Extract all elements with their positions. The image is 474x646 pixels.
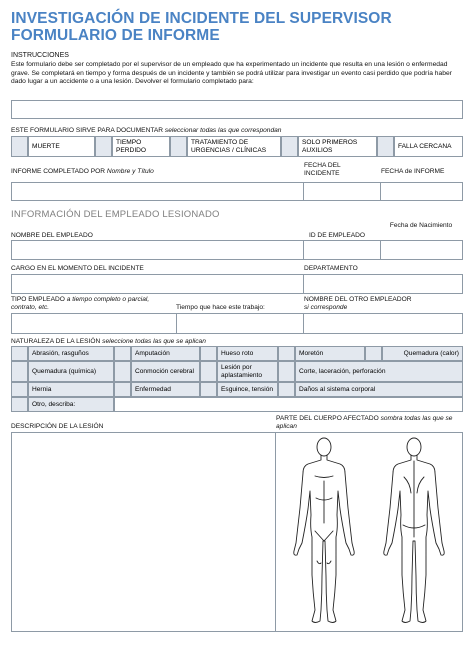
- injury-checkbox[interactable]: [278, 361, 295, 382]
- injury-checkbox[interactable]: [278, 382, 295, 397]
- injury-option: Amputación: [131, 346, 200, 361]
- injury-option: Lesión por aplastamiento: [217, 361, 278, 382]
- body-front-figure: [294, 438, 354, 623]
- time-in-job-label: Tiempo que hace este trabajo:: [176, 304, 265, 311]
- injury-option: Quemadura (química): [28, 361, 114, 382]
- injury-checkbox[interactable]: [11, 361, 28, 382]
- body-back-figure: [384, 438, 444, 623]
- injury-description-field[interactable]: [11, 432, 276, 632]
- injury-checkbox[interactable]: [114, 361, 131, 382]
- injury-nature-label: NATURALEZA DE LA LESIÓN seleccione todas las que se aplican: [11, 338, 206, 345]
- injury-option: Esguince, tensión: [217, 382, 278, 397]
- document-label-text: ESTE FORMULARIO SIRVE PARA DOCUMENTAR: [11, 127, 164, 134]
- injury-checkbox[interactable]: [11, 397, 28, 412]
- injury-checkbox[interactable]: [200, 382, 217, 397]
- instructions-text: Este formulario debe ser completado por el supervisor de un empleado que ha experimentado un incidente que resulta en una lesión o enfermedad grave. Se completará en tiempo y forma después de un incidente y también se podrá utilizar para investigar un evento casi perdido que podría haber dado lugar a un accidente o a una lesión. Devolver el formulario completado para:: [11, 61, 452, 86]
- option-checkbox-death[interactable]: [11, 136, 28, 157]
- incident-date-field[interactable]: [303, 183, 379, 200]
- employee-section-heading: INFORMACIÓN DEL EMPLEADO LESIONADO: [11, 209, 220, 220]
- option-lost-time: TIEMPO PERDIDO: [112, 136, 170, 157]
- document-options-row: [11, 136, 463, 157]
- report-date-field[interactable]: [380, 183, 462, 200]
- title-line-2: FORMULARIO DE INFORME: [11, 27, 220, 44]
- employee-name-field[interactable]: [12, 241, 302, 259]
- head-front: [317, 438, 331, 456]
- title-line-1: INVESTIGACIÓN DE INCIDENTE DEL SUPERVISOR: [11, 10, 392, 27]
- report-date-label: FECHA de INFORME: [381, 168, 445, 175]
- injury-checkbox[interactable]: [114, 382, 131, 397]
- body-part-label: PARTE DEL CUERPO AFECTADO sombra todas las que se aplican: [276, 415, 453, 430]
- other-employer-label: NOMBRE DEL OTRO EMPLEADOR si corresponde: [304, 296, 412, 311]
- option-checkbox-emergency[interactable]: [170, 136, 187, 157]
- injury-checkbox[interactable]: [114, 346, 131, 361]
- injury-option: Hueso roto: [217, 346, 278, 361]
- instructions-block: [11, 52, 463, 87]
- injury-checkbox[interactable]: [200, 346, 217, 361]
- injury-checkbox[interactable]: [200, 361, 217, 382]
- position-label: CARGO EN EL MOMENTO DEL INCIDENTE: [11, 265, 144, 272]
- employee-type-field[interactable]: [12, 314, 175, 333]
- injury-description-label: DESCRIPCIÓN DE LA LESIÓN: [11, 423, 104, 430]
- injury-option-other: Otro, describa:: [28, 397, 114, 412]
- department-field[interactable]: [303, 275, 462, 293]
- injury-other-field[interactable]: [114, 397, 463, 412]
- option-checkbox-lost-time[interactable]: [95, 136, 112, 157]
- head-back: [407, 438, 421, 456]
- employee-type-label: TIPO EMPLEADO a tiempo completo o parcial, contrato, etc.: [11, 296, 150, 311]
- injury-option: Corte, laceración, perforación: [295, 361, 463, 382]
- other-employer-field[interactable]: [303, 314, 462, 333]
- injury-option: Conmoción cerebral: [131, 361, 200, 382]
- injury-option: Abrasión, rasguños: [28, 346, 114, 361]
- injury-option: Hernia: [28, 382, 114, 397]
- injury-option: Moretón: [295, 346, 365, 361]
- employee-id-label: ID DE EMPLEADO: [309, 232, 366, 239]
- injury-checkbox[interactable]: [11, 346, 28, 361]
- option-checkbox-first-aid[interactable]: [281, 136, 298, 157]
- instructions-heading: INSTRUCCIONES: [11, 52, 69, 59]
- option-death: MUERTE: [28, 136, 95, 157]
- department-label: DEPARTAMENTO: [304, 265, 358, 272]
- injury-option: Quemadura (calor): [382, 346, 463, 361]
- time-in-job-field[interactable]: [176, 314, 302, 333]
- employee-id-field[interactable]: [303, 241, 379, 259]
- injury-checkbox[interactable]: [365, 346, 382, 361]
- birth-date-field[interactable]: [380, 241, 462, 259]
- injury-checkbox[interactable]: [11, 382, 28, 397]
- option-first-aid: SOLO PRIMEROS AUXILIOS: [298, 136, 377, 157]
- document-hint: seleccionar todas las que correspondan: [164, 127, 282, 134]
- body-diagram-box: [275, 432, 463, 632]
- birth-date-label: Fecha de Nacimiento: [389, 222, 453, 229]
- return-to-field[interactable]: [11, 100, 463, 119]
- injury-nature-grid: [11, 346, 463, 416]
- page-title: [11, 10, 463, 44]
- employee-name-label: NOMBRE DEL EMPLEADO: [11, 232, 93, 239]
- completed-by-label: INFORME COMPLETADO POR Nombre y Título: [11, 168, 154, 175]
- position-field[interactable]: [12, 275, 302, 293]
- option-checkbox-near-miss[interactable]: [377, 136, 394, 157]
- document-label: [11, 127, 463, 135]
- option-near-miss: FALLA CERCANA: [394, 136, 463, 157]
- body-diagram[interactable]: [276, 433, 462, 631]
- incident-date-label: FECHA DEL INCIDENTE: [304, 162, 341, 177]
- option-emergency: TRATAMIENTO DE URGENCIAS / CLÍNICAS: [187, 136, 281, 157]
- completed-by-field[interactable]: [12, 183, 302, 200]
- injury-checkbox[interactable]: [278, 346, 295, 361]
- injury-option: Daños al sistema corporal: [295, 382, 463, 397]
- injury-option: Enfermedad: [131, 382, 200, 397]
